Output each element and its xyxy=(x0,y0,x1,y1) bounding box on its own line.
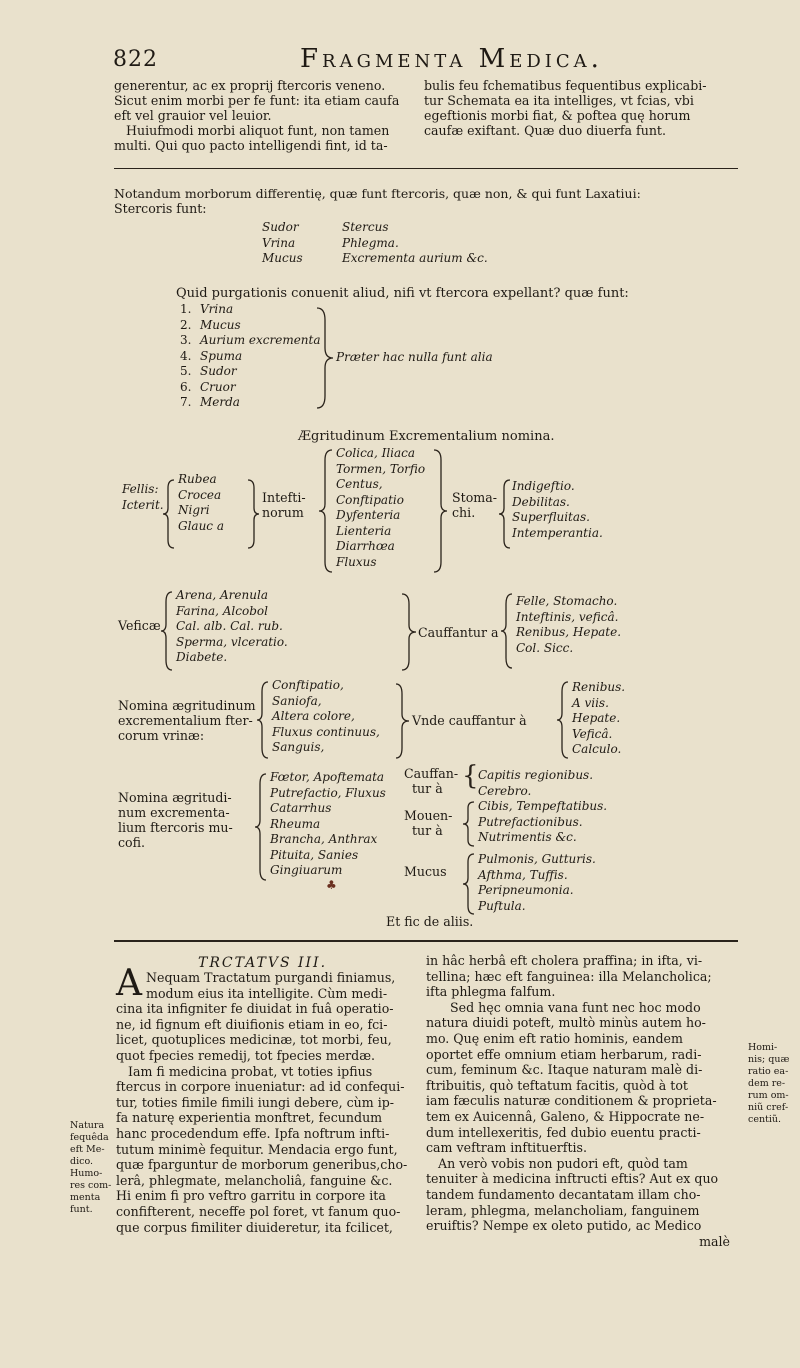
list-item: Cruor xyxy=(200,379,236,394)
list-item: Mucus xyxy=(200,317,241,332)
text-line: caufæ exiftant. Quæ duo diuerfa funt. xyxy=(424,123,666,138)
list-item: Mucus xyxy=(262,251,303,265)
section-rule xyxy=(114,940,738,942)
text-line: malè xyxy=(699,1233,730,1249)
urinae-label xyxy=(118,698,256,743)
text-line: confifterent, neceffe pol foret, vt fanum quo- xyxy=(116,1203,401,1219)
list-item: Fœtor, Apoftemata xyxy=(270,770,385,784)
label-line: Cauffan- xyxy=(404,766,459,781)
vesicae-label: Veficæ xyxy=(118,618,161,633)
list-item: Aurium excrementa xyxy=(200,333,321,347)
text-line: ftribuitis, quò teftatum facitis, quòd à tot xyxy=(426,1077,688,1093)
left-brace xyxy=(498,478,512,550)
list-item: Crocea xyxy=(178,487,222,502)
text-line: tem ex Auicennâ, Galeno, & Hippocrate ne- xyxy=(426,1108,705,1124)
list-item: Calculo. xyxy=(572,742,622,756)
label-line: Nomina ægritudinum xyxy=(118,698,256,713)
text-line: fa naturę experientia monftret, fecundum xyxy=(116,1110,383,1126)
right-brace xyxy=(400,592,418,672)
list-item: Gingiuarum xyxy=(270,863,343,877)
list-item: Altera colore, xyxy=(272,709,355,723)
margin-note-right xyxy=(748,1042,789,1126)
list-item: Fluxus xyxy=(336,554,377,569)
list-item: Puftula. xyxy=(478,898,526,913)
list-item: Cal. alb. Cal. rub. xyxy=(176,619,283,633)
text-line: mo. Quę enim eft ratio hominis, eandem xyxy=(426,1030,683,1046)
text-line: quæ fparguntur de morborum generibus,cho- xyxy=(116,1157,408,1173)
list-item: Afthma, Tuffis. xyxy=(478,867,568,882)
list-item: Conftipatio xyxy=(336,492,404,507)
left-brace xyxy=(318,448,334,574)
fellis-items xyxy=(178,472,224,534)
mucus-row-label: Mucus xyxy=(404,864,447,879)
text-line: iam fæculis naturæ conditionem & proprieta- xyxy=(426,1093,717,1109)
left-brace xyxy=(162,478,176,550)
tractatus-heading: TRCTATVS III. xyxy=(198,955,328,971)
list-item: Putrefactionibus. xyxy=(478,814,583,829)
text-line: Huiufmodi morbi aliquot funt, non tamen xyxy=(126,123,390,138)
text-line: oportet effe omnium etiam herbarum, radi- xyxy=(426,1046,702,1062)
drop-cap: A xyxy=(116,963,142,1004)
intestinorum-items xyxy=(336,446,425,570)
margin-line: centiũ. xyxy=(748,1114,782,1125)
aegritudinum-title: Ægritudinum Excrementalium nomina. xyxy=(298,429,555,444)
text-line: ifta phlegma falfum. xyxy=(426,984,556,1000)
list-item: Superfluitas. xyxy=(512,510,590,524)
list-item: Excrementa aurium &c. xyxy=(342,251,488,265)
left-brace xyxy=(254,772,268,882)
list-item: Lienteria xyxy=(336,523,392,538)
tractatus-right-column xyxy=(426,953,742,1249)
purgation-items xyxy=(200,302,321,411)
fellis-label xyxy=(122,482,164,513)
margin-line: nis; quæ xyxy=(748,1054,790,1065)
list-item: Rheuma xyxy=(270,816,321,831)
urinae-items xyxy=(272,678,380,756)
text-line: ftercus in corpore inueniatur: ad id confequi- xyxy=(116,1079,405,1095)
list-item: Peripneumonia. xyxy=(478,883,574,897)
list-item: Brancha, Anthrax xyxy=(270,832,378,846)
text-line: quot fpecies remedij, tot fpecies merdæ. xyxy=(116,1047,376,1063)
list-item: Cibis, Tempeftatibus. xyxy=(478,799,608,813)
left-brace xyxy=(500,592,514,670)
margin-line: eft Me- xyxy=(70,1144,105,1155)
causantur-items xyxy=(516,594,621,656)
label-line: lium ftercoris mu- xyxy=(118,820,233,835)
text-line: cina ita infigniter fe diuidat in fuâ operatio- xyxy=(116,1001,394,1017)
margin-line: Homi- xyxy=(748,1042,778,1053)
list-number: 6. xyxy=(180,379,192,394)
list-item: Tormen, Torfio xyxy=(336,461,426,476)
list-number: 2. xyxy=(180,317,192,332)
list-item: Pituita, Sanies xyxy=(270,847,359,862)
list-item: Merda xyxy=(200,395,240,409)
list-item: Cerebro. xyxy=(478,783,532,798)
margin-line: funt. xyxy=(70,1204,93,1215)
left-brace xyxy=(556,680,570,760)
text-line: in hâc herbâ eft cholera praffina; in ifta, vi- xyxy=(426,953,703,968)
text-line: generentur, ac ex proprij ftercoris veneno. xyxy=(114,78,386,93)
label-line: corum vrinæ: xyxy=(118,728,205,743)
list-item: Glauc a xyxy=(178,518,224,533)
right-brace xyxy=(394,682,410,760)
label-line: Mouen- xyxy=(404,808,453,823)
margin-line: Humo- xyxy=(70,1168,103,1179)
margin-line: niũ cref- xyxy=(748,1102,789,1113)
margin-line: dem re- xyxy=(748,1078,786,1089)
list-item: Centus, xyxy=(336,477,383,491)
label-line: norum xyxy=(262,505,304,520)
causantur-a-items xyxy=(478,768,593,799)
right-brace xyxy=(246,478,260,550)
margin-line: Natura xyxy=(70,1120,105,1131)
list-item: Sperma, vlceratio. xyxy=(176,634,288,649)
purgation-note: Præter hac nulla funt alia xyxy=(336,350,493,364)
list-item: Hepate. xyxy=(572,711,621,725)
text-line: tenuiter à medicina inftructi eftis? Aut ex quo xyxy=(426,1171,719,1187)
list-item: Vrina xyxy=(200,302,234,316)
list-number: 3. xyxy=(180,333,192,347)
label-line: Stoma- xyxy=(452,490,497,505)
mucus-label xyxy=(118,790,233,850)
text-line: tur, toties fimile fimili iungi debere, cùm ip- xyxy=(116,1094,395,1110)
list-item: Felle, Stomacho. xyxy=(516,594,618,608)
list-item: Pulmonis, Gutturis. xyxy=(478,852,596,866)
list-item: Phlegma. xyxy=(342,235,399,250)
stercoris-list-2 xyxy=(342,220,488,267)
intro-right-column xyxy=(424,78,744,138)
list-item: Sanguis, xyxy=(272,740,325,754)
list-number: 1. xyxy=(180,302,192,316)
text-line: natura diuidi poteft, multò minùs autem ho- xyxy=(426,1015,706,1031)
list-item: Putrefactio, Fluxus xyxy=(270,785,386,800)
list-item: A viis. xyxy=(572,695,609,710)
list-item: Stercus xyxy=(342,220,389,234)
text-line: tellina; hæc eft fanguinea: illa Melancholica; xyxy=(426,968,712,984)
list-item: Nutrimentis &c. xyxy=(478,830,577,844)
text-line: lerâ, phlegmate, melancholiâ, fanguine &c. xyxy=(116,1172,393,1188)
label-line: num excrementa- xyxy=(118,805,230,820)
list-number: 7. xyxy=(180,395,192,409)
list-item: Debilitas. xyxy=(512,494,570,509)
label-line: tur à xyxy=(412,823,443,838)
list-item: Vrina xyxy=(262,235,296,250)
notandum-subline: Stercoris funt: xyxy=(114,201,207,216)
causantur-a-label xyxy=(404,766,458,796)
list-item: Diarrhœa xyxy=(336,539,395,553)
list-item: Rubea xyxy=(178,472,217,486)
text-line: leram, phlegma, melancholiam, fanguinem xyxy=(426,1202,700,1218)
purgation-numbers xyxy=(180,302,191,411)
list-item: Capitis regionibus. xyxy=(478,768,594,782)
text-line: hanc procedendum effe. Ipfa noftrum infti- xyxy=(116,1125,390,1141)
list-item: Sudor xyxy=(200,364,237,378)
text-line: Iam fi medicina probat, vt toties ipfius xyxy=(128,1063,373,1079)
text-line: dum intellexeritis, fed dubio euentu practi- xyxy=(426,1124,701,1140)
vnde-items xyxy=(572,680,625,758)
label-line: Nomina ægritudi- xyxy=(118,790,232,805)
et-sic-line: Et fic de aliis. xyxy=(386,914,474,929)
stomachi-label xyxy=(452,490,497,520)
list-item: Fluxus continuus, xyxy=(272,724,380,739)
left-brace: { xyxy=(462,761,479,791)
intestinorum-label xyxy=(262,490,306,520)
list-item: Renibus. xyxy=(572,680,626,694)
intro-left-column xyxy=(114,78,414,153)
stercoris-list-1 xyxy=(262,220,303,267)
text-line: que corpus fimiliter diuideretur, ita fcilicet, xyxy=(116,1219,393,1235)
section-rule xyxy=(114,168,738,169)
list-item: Diabete. xyxy=(176,650,228,664)
margin-line: res com- xyxy=(70,1180,112,1191)
list-item: Renibus, Hepate. xyxy=(516,625,622,639)
text-line: bulis feu fchematibus fequentibus explicabi- xyxy=(424,78,707,93)
list-item: Col. Sicc. xyxy=(516,640,574,655)
text-line: tur Schemata ea ita intelliges, vt fcias, vbi xyxy=(424,93,694,108)
ornament-icon: ♣ xyxy=(326,878,337,892)
text-line: Hi enim fi pro veftro garritu in corpore ita xyxy=(116,1188,386,1204)
text-line: Sicut enim morbi per fe funt: ita etiam caufa xyxy=(114,93,400,108)
text-line: multi. Qui quo pacto intelligendi fint, id ta- xyxy=(114,138,388,153)
label-line: excrementalium fter- xyxy=(118,713,253,728)
list-item: Colica, Iliaca xyxy=(336,446,416,460)
label-line: tur à xyxy=(412,781,443,796)
margin-line: rum om- xyxy=(748,1090,789,1101)
mouentur-items xyxy=(478,799,607,846)
list-item: Conftipatio, xyxy=(272,678,344,692)
left-brace xyxy=(462,800,476,848)
margin-line: ratio ea- xyxy=(748,1066,789,1077)
list-item: Inteftinis, veficâ. xyxy=(516,609,619,624)
vesicae-items xyxy=(176,588,288,666)
list-item: Indigeftio. xyxy=(512,479,575,493)
purgation-question: Quid purgationis conuenit aliud, nifi vt ftercora expellant? quæ funt: xyxy=(176,286,629,301)
list-item: Sudor xyxy=(262,220,299,234)
running-title: Fragmenta Medica. xyxy=(300,44,603,74)
text-line: eruiftis? Nempe ex oleto putido, ac Medico xyxy=(426,1218,702,1234)
margin-line: menta xyxy=(70,1192,101,1203)
stomachi-items xyxy=(512,479,603,541)
label-line: chi. xyxy=(452,505,476,520)
text-line: egeftionis morbi fiat, & poftea quę horum xyxy=(424,108,691,123)
list-item: Veficâ. xyxy=(572,726,613,741)
page-number: 822 xyxy=(113,47,158,72)
list-item: Dyfenteria xyxy=(336,508,401,522)
margin-line: fequêda xyxy=(70,1132,109,1143)
text-line: eft vel grauior vel leuior. xyxy=(114,108,272,123)
margin-note-left xyxy=(70,1120,111,1216)
label-line: Icterit. xyxy=(122,497,164,512)
left-brace xyxy=(256,680,270,760)
label-line: Intefti- xyxy=(262,490,306,505)
label-line: Fellis: xyxy=(122,482,159,496)
list-item: Saniofa, xyxy=(272,693,322,708)
list-item: Arena, Arenula xyxy=(176,588,268,602)
text-line: tandem fundamento decantatam illam cho- xyxy=(426,1186,701,1202)
text-line: Nequam Tractatum purgandi finiamus, xyxy=(146,970,396,985)
list-number: 5. xyxy=(180,364,192,378)
mouentur-label xyxy=(404,808,452,838)
left-brace xyxy=(462,852,476,916)
list-item: Farina, Alcobol xyxy=(176,603,268,618)
label-line: cofi. xyxy=(118,835,146,850)
left-brace xyxy=(160,590,174,672)
margin-line: dico. xyxy=(70,1156,94,1167)
tractatus-left-column xyxy=(116,970,416,1235)
text-line: Sed hęc omnia vana funt nec hoc modo xyxy=(450,999,701,1015)
causantur-label: Cauffantur a xyxy=(418,625,499,640)
list-item: Spuma xyxy=(200,348,243,363)
list-item: Catarrhus xyxy=(270,801,332,815)
mucus-row-items xyxy=(478,852,596,914)
text-line: ne, id fignum eft diuifionis etiam in eo, fci- xyxy=(116,1016,388,1032)
right-brace xyxy=(432,448,448,574)
text-line: cum, feminum &c. Itaque naturam malè di- xyxy=(426,1062,703,1078)
right-brace xyxy=(315,306,335,410)
list-number: 4. xyxy=(180,348,192,363)
text-line: cam veftram inftituerftis. xyxy=(426,1140,588,1156)
list-item: Nigri xyxy=(178,503,210,517)
vnde-label: Vnde cauffantur à xyxy=(412,713,527,728)
text-line: licet, quotuplices medicinæ, tot morbi, feu, xyxy=(116,1032,392,1048)
notandum-line: Notandum morborum differentię, quæ funt ftercoris, quæ non, & qui funt Laxatiui: xyxy=(114,186,641,201)
text-line: tutum minimè fequitur. Mendacia ergo funt, xyxy=(116,1141,398,1157)
text-line: An verò vobis non pudori eft, quòd tam xyxy=(438,1155,688,1171)
text-line: modum eius ita intelligite. Cùm medi- xyxy=(146,985,388,1001)
mucus-items xyxy=(270,770,386,879)
list-item: Intemperantia. xyxy=(512,525,603,540)
